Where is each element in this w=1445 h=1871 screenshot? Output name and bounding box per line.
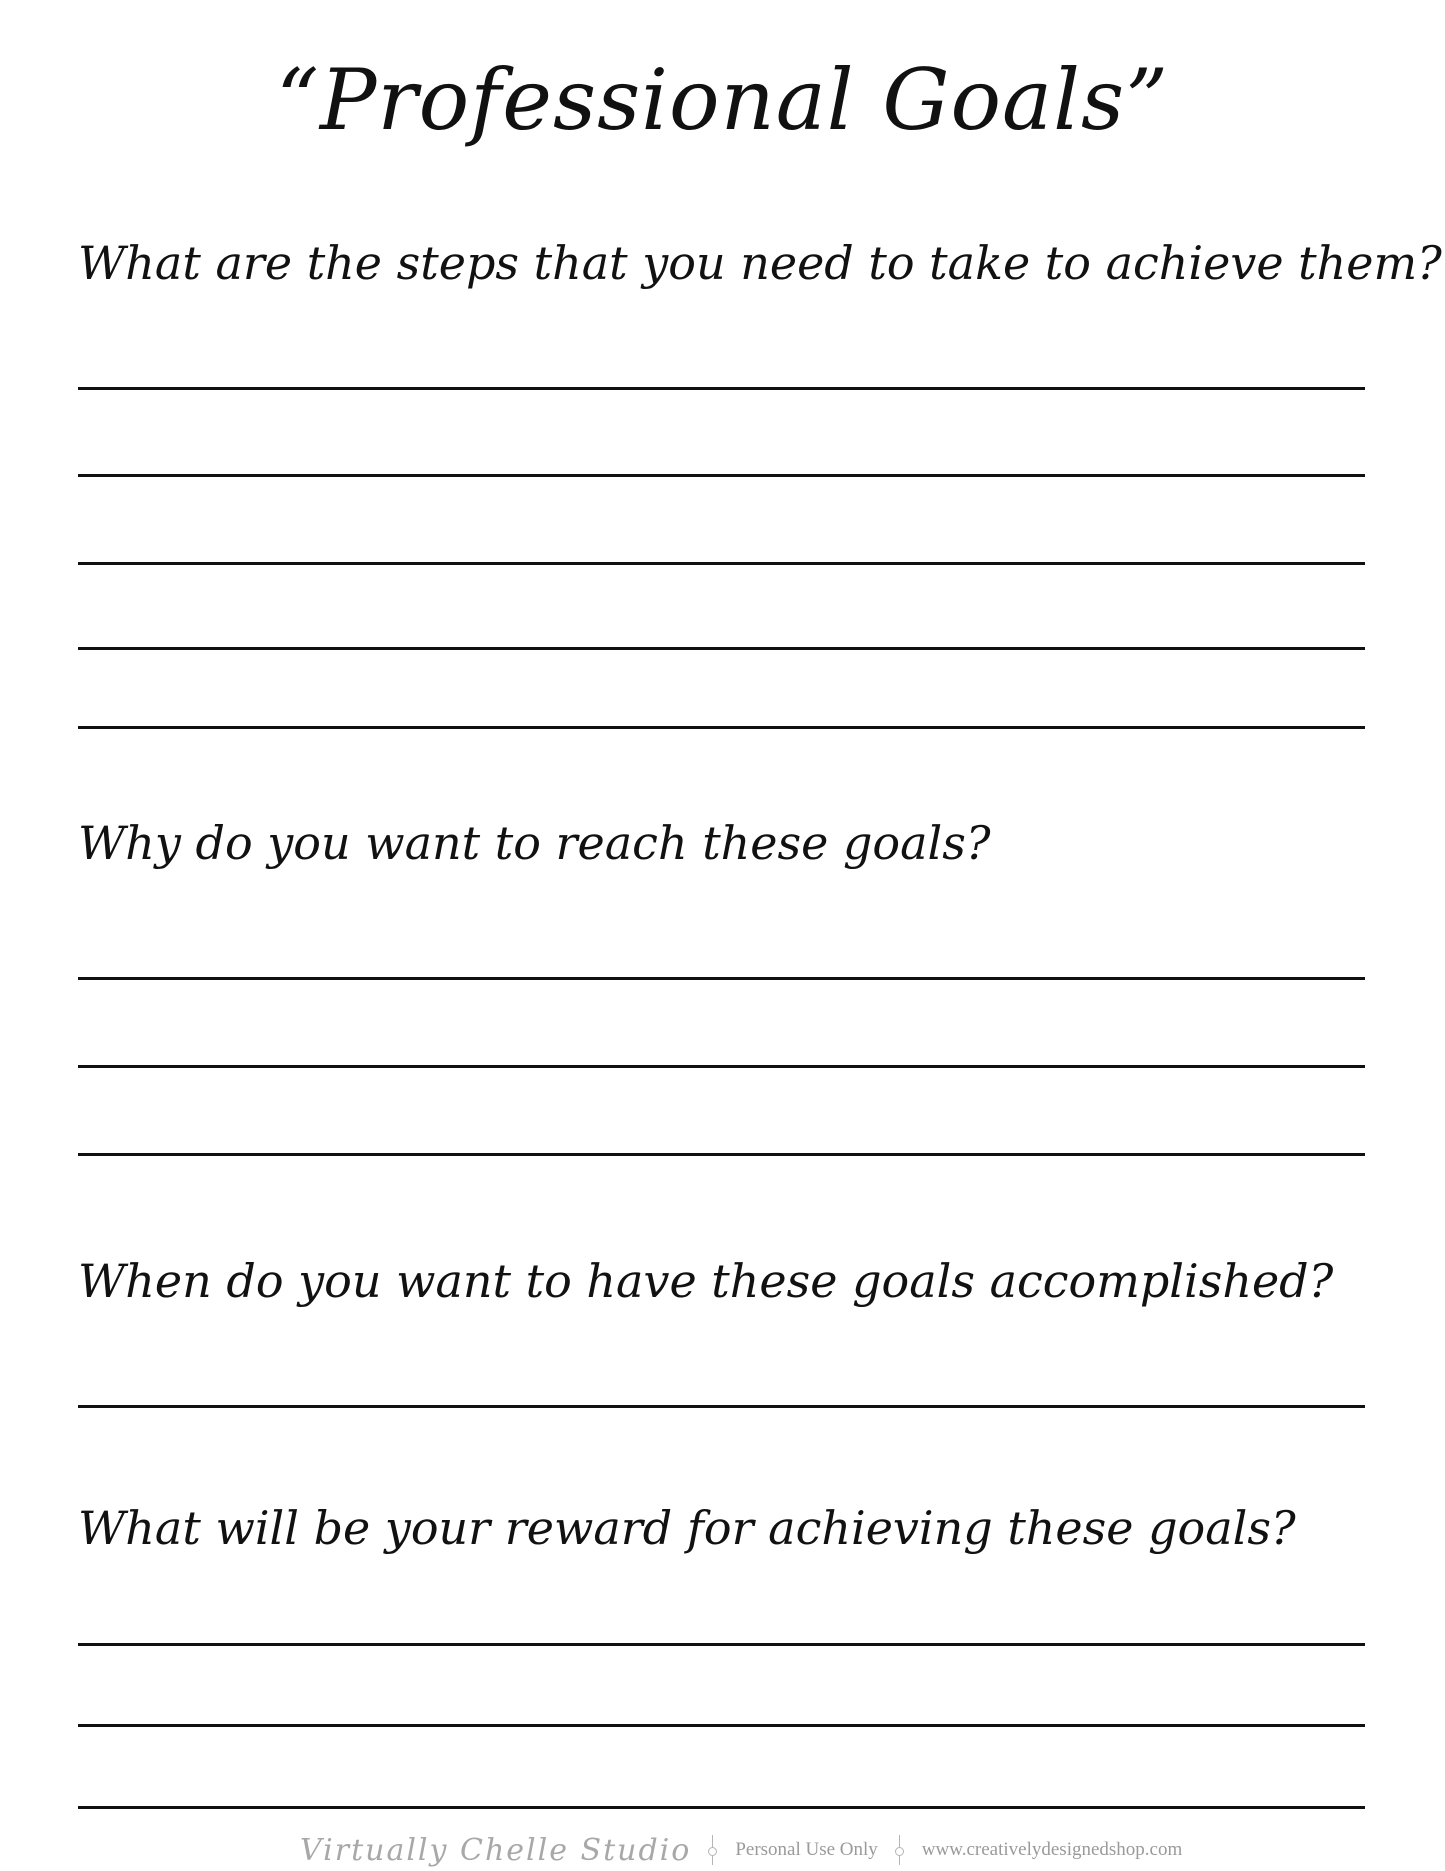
answer-line[interactable] [78, 562, 1365, 565]
footer-separator-icon [892, 1835, 908, 1865]
question-reward: What will be your reward for achieving these goals? [78, 1501, 1296, 1555]
footer [300, 1830, 1182, 1870]
answer-line[interactable] [78, 1643, 1365, 1646]
answer-line[interactable] [78, 977, 1365, 980]
answer-line[interactable] [78, 1065, 1365, 1068]
answer-line[interactable] [78, 387, 1365, 390]
question-when: When do you want to have these goals accomplished? [78, 1254, 1334, 1308]
answer-line[interactable] [78, 726, 1365, 729]
question-why: Why do you want to reach these goals? [78, 816, 991, 870]
answer-line[interactable] [78, 1405, 1365, 1408]
footer-license: Personal Use Only [735, 1839, 878, 1860]
answer-line[interactable] [78, 647, 1365, 650]
question-steps: What are the steps that you need to take to achieve them? [78, 236, 1442, 290]
footer-website: www.creativelydesignedshop.com [921, 1839, 1183, 1860]
page-title: “Professional Goals” [275, 51, 1170, 149]
footer-studio-name: Virtually Chelle Studio [300, 1832, 692, 1868]
footer-separator-icon [705, 1835, 721, 1865]
answer-line[interactable] [78, 474, 1365, 477]
answer-line[interactable] [78, 1806, 1365, 1809]
answer-line[interactable] [78, 1724, 1365, 1727]
answer-line[interactable] [78, 1153, 1365, 1156]
